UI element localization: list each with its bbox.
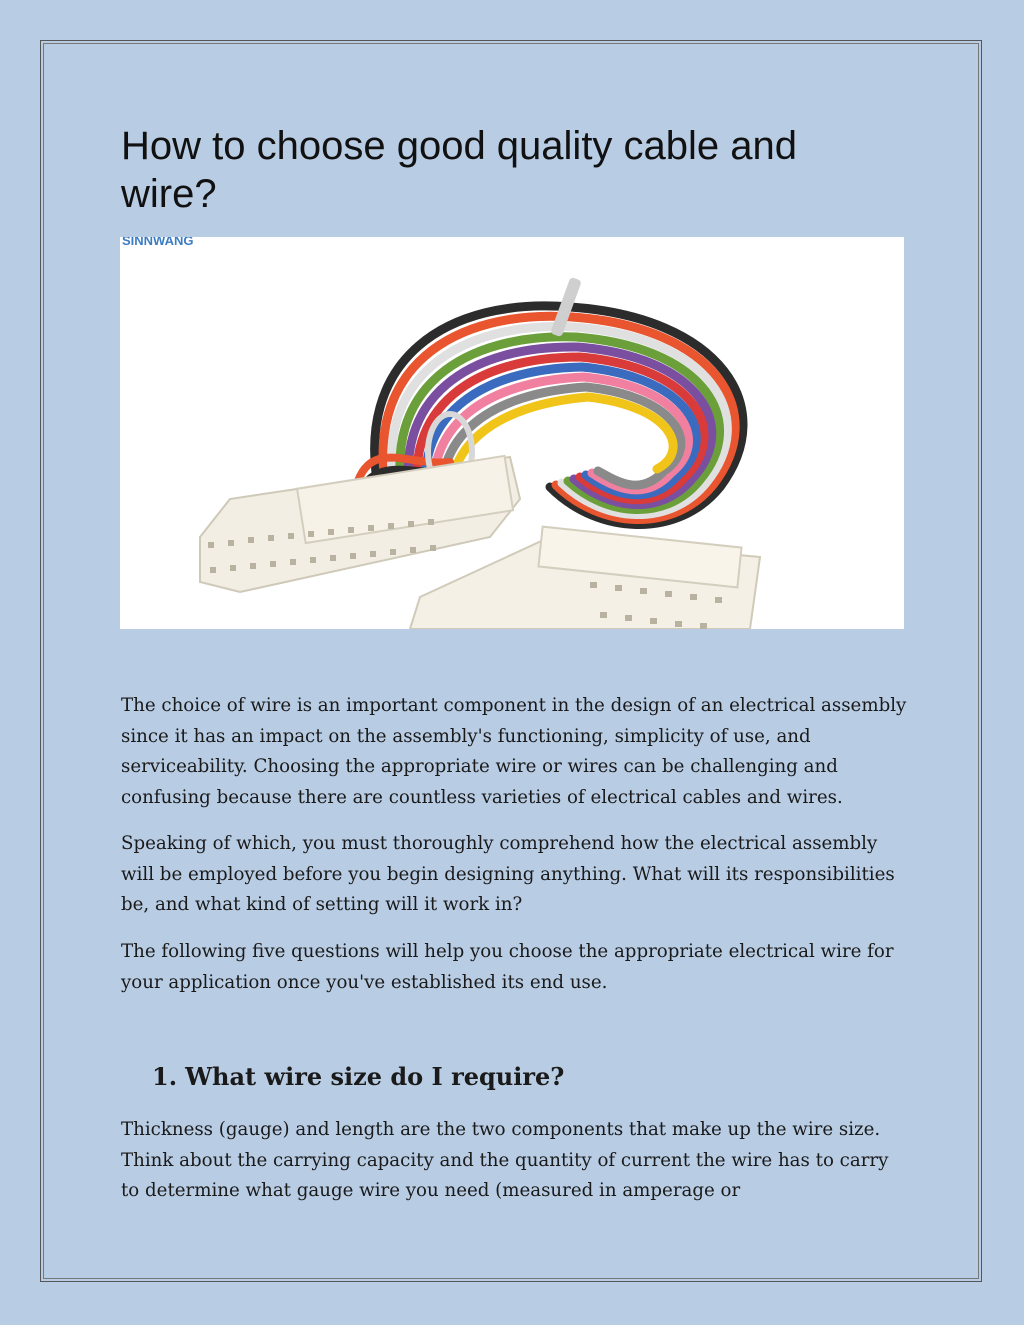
paragraph-2: Speaking of which, you must thoroughly comprehend how the electrical assembly will be employed before you begin designing anything. What will its responsibilities be, and what kind of setting will it work in?	[121, 833, 895, 915]
wire-harness-photo	[120, 237, 904, 629]
paragraph-1: The choice of wire is an important component in the design of an electrical assembly since it has an impact on the assembly's functioning, simplicity of use, and serviceability. Choosing the appropriate wire or wires can be challenging and confusing because there are countless varieties of electrical cables and wires.	[121, 695, 907, 808]
section-1-paragraph: Thickness (gauge) and length are the two components that make up the wire size. Think about the carrying capacity and the quantity of current the wire has to carry to determine what gauge wire you need (measured in amperage or	[121, 1119, 889, 1201]
paragraph-3: The following five questions will help you choose the appropriate electrical wire for your application once you've established its end use.	[121, 941, 894, 993]
section-1-title: What wire size do I require?	[185, 1062, 565, 1091]
section-1-heading	[152, 1058, 564, 1096]
logo-text: SINNWANG	[122, 237, 194, 248]
section-1-number: 1.	[152, 1062, 178, 1091]
document-title: How to choose good quality cable and wire?	[121, 124, 798, 216]
wire-harness-illustration	[120, 237, 904, 629]
